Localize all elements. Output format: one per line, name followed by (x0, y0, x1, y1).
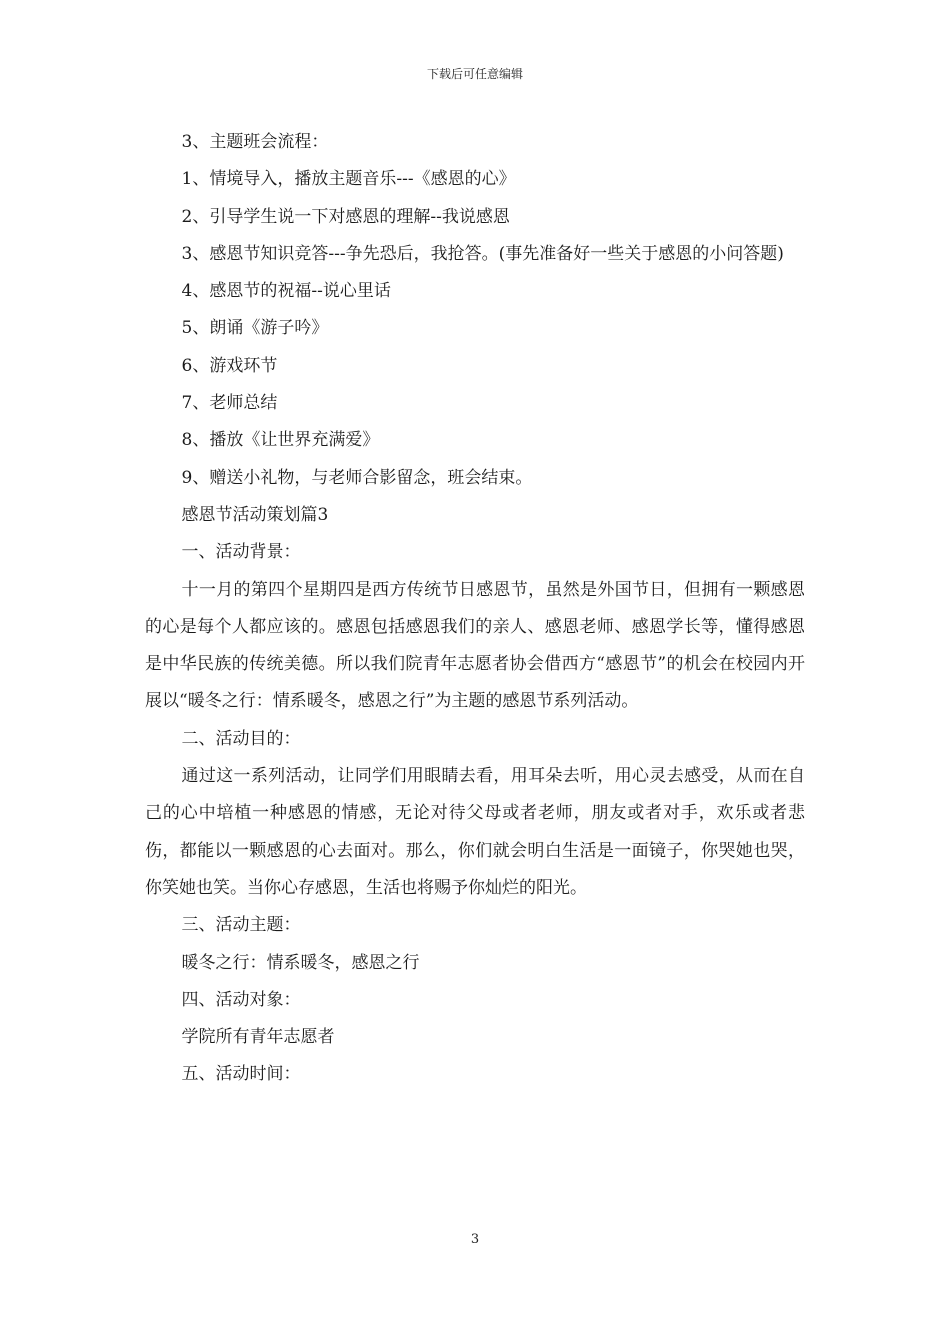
paragraph-purpose: 通过这一系列活动，让同学们用眼睛去看，用耳朵去听，用心灵去感受，从而在自己的心中培植一种感恩的情感，无论对待父母或者老师，朋友或者对手，欢乐或者悲伤，都能以一颗感恩的心去面对。那么，你们就会明白生活是一面镜子，你哭她也哭，你笑她也笑。当你心存感恩，生活也将赐予你灿烂的阳光。 (145, 766, 805, 898)
heading-time: 五、活动时间： (181, 1064, 301, 1085)
paragraph: 2、引导学生说一下对感恩的理解--我说感恩 (181, 206, 510, 227)
heading-theme: 三、活动主题： (181, 915, 301, 936)
paragraph: 4、感恩节的祝福--说心里话 (181, 281, 391, 302)
heading-audience: 四、活动对象： (181, 989, 301, 1010)
paragraph-theme: 暖冬之行：情系暖冬，感恩之行 (181, 952, 420, 973)
section-title: 感恩节活动策划篇3 (181, 504, 329, 525)
document-body (145, 124, 805, 1094)
paragraph: 5、朗诵《游子吟》 (181, 318, 329, 339)
paragraph: 3、感恩节知识竞答---争先恐后，我抢答。(事先准备好一些关于感恩的小问答题) (181, 243, 784, 264)
page-number: 3 (470, 1232, 480, 1247)
paragraph: 3、主题班会流程： (181, 132, 329, 152)
paragraph: 9、赠送小礼物，与老师合影留念，班会结束。 (181, 467, 533, 488)
page-header-note: 下载后可任意编辑 (426, 67, 523, 81)
paragraph: 1、情境导入，播放主题音乐---《感恩的心》 (181, 169, 516, 190)
paragraph-background: 十一月的第四个星期四是西方传统节日感恩节，虽然是外国节日，但拥有一颗感恩的心是每个人都应该的。感恩包括感恩我们的亲人、感恩老师、感恩学长等，懂得感恩是中华民族的传统美德。所以我们院青年志愿者协会借西方“感恩节”的机会在校园内开展以“暖冬之行：情系暖冬，感恩之行”为主题的感恩节系列活动。 (145, 579, 805, 712)
paragraph: 8、播放《让世界充满爱》 (181, 430, 380, 451)
paragraph-audience: 学院所有青年志愿者 (181, 1027, 335, 1048)
paragraph: 6、游戏环节 (181, 355, 278, 376)
heading-purpose: 二、活动目的： (181, 728, 301, 749)
paragraph: 7、老师总结 (181, 393, 278, 414)
heading-background: 一、活动背景： (181, 542, 301, 563)
